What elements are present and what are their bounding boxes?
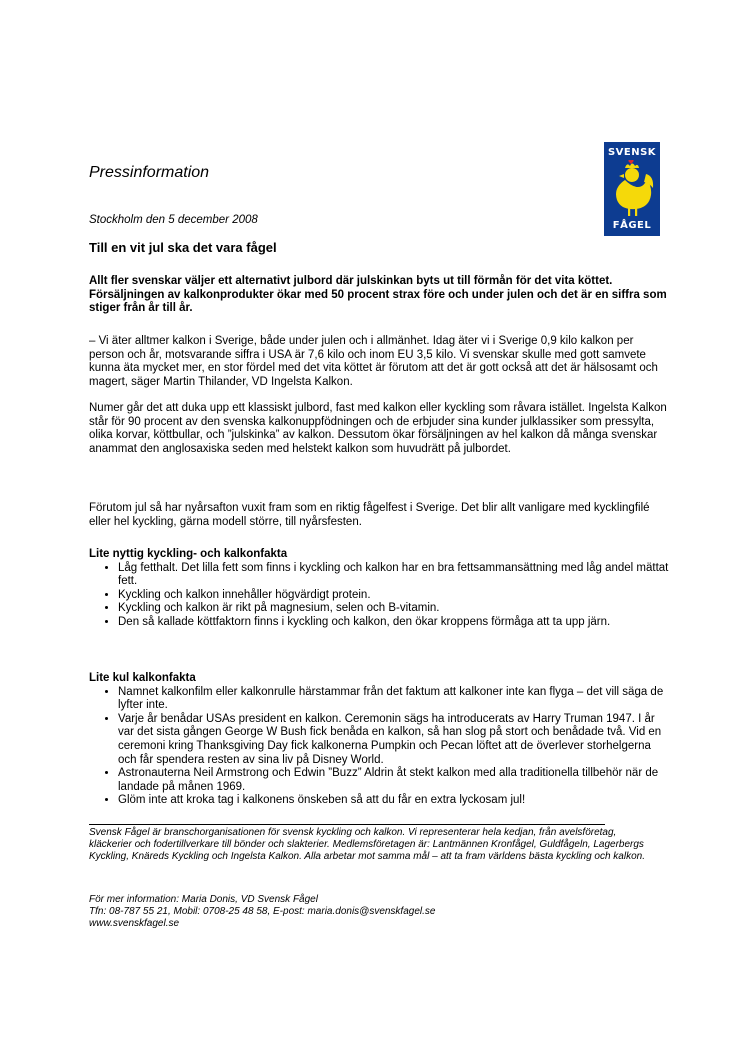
body-paragraph: Förutom jul så har nyårsafton vuxit fram som en riktig fågelfest i Sverige. Det blir allt vanligare med kycklingfilé eller hel kyckling, gärna modell större, till nyårsfesten. [89, 502, 650, 528]
page-title: Pressinformation [89, 164, 210, 181]
svensk-fagel-logo [604, 142, 660, 236]
facts-section-fun [89, 672, 669, 808]
list-item: • Namnet kalkonfilm eller kalkonrulle härstammar från det faktum att kalkoner inte kan flyga – det vill säga de lyfter inte. [118, 686, 669, 713]
list-item: • Kyckling och kalkon är rikt på magnesium, selen och B-vitamin. [118, 602, 669, 616]
section-heading: Lite kul kalkonfakta [89, 672, 196, 684]
footer-about: Svensk Fågel är branschorganisationen för svensk kyckling och kalkon. Vi representerar hela kedjan, från avelsföretag, kläckerier och fodertillverkare till bönder och slakterier. Medlemsföretagen är: Lantmännen Kronfågel, Guldfågeln, Lagerbergs Kyckling, Knäreds Kyckling och Ingelsta Kalkon. Alla arbetar mot samma mål – att ta fram världens bästa kyckling och kalkon. [89, 827, 645, 862]
list-item: • Den så kallade köttfaktorn finns i kyckling och kalkon, den ökar kroppens förmåga att ta upp järn. [118, 616, 669, 630]
list-item: • Låg fetthalt. Det lilla fett som finns i kyckling och kalkon har en bra fettsammansättning med låg andel mättat fett. [118, 562, 669, 589]
list-item: • Varje år benådar USAs president en kalkon. Ceremonin sägs ha introducerats av Harry Truman 1947. I år var det sista gången George W Bush fick benåda en kalkon, så han slog på stort och benådade två. Vid en ceremoni kring Thanksgiving Day fick kalkonerna Pumpkin och Pecan löftet att de överlever storhelgerna och får spendera resten av sina liv på Disney World. [118, 713, 669, 767]
body-paragraph: Numer går det att duka upp ett klassiskt julbord, fast med kalkon eller kyckling som råvara istället. Ingelsta Kalkon står för 90 procent av den svenska kalkonuppfödningen och de erbjuder sina kunder julklassiker som pressylta, olika korvar, köttbullar, och ”julskinka” av kalkon. Dessutom ökar försäljningen av hel kalkon då många svenskar anammat den anglosaxiska seden med helstekt kalkon som huvudrätt på julbordet. [89, 402, 667, 455]
chicken-logo-icon [608, 160, 656, 220]
facts-section-nutrition [89, 548, 669, 630]
intro-paragraph: Allt fler svenskar väljer ett alternativt julbord där julskinkan byts ut till förmån för det vita köttet. Försäljningen av kalkonprodukter ökar med 50 procent strax före och under julen och det är en siffra som stiger från år till år. [89, 275, 667, 315]
footer-contact [89, 894, 649, 929]
contact-phone-email: Tfn: 08-787 55 21, Mobil: 0708-25 48 58, E-post: maria.donis@svenskfagel.se [89, 905, 436, 917]
section-heading: Lite nyttig kyckling- och kalkonfakta [89, 548, 288, 560]
body-paragraph: – Vi äter alltmer kalkon i Sverige, både under julen och i allmänhet. Idag äter vi i Sverige 0,9 kilo kalkon per person och år, motsvarande siffra i USA är 7,6 kilo och inom EU 3,5 kilo. Vi svenskar skulle med gott samvete kunna äta mycket mer, en stor fördel med det vita köttet är förutom att det är gott också att det är hälsosamt och magert, säger Martin Thilander, VD Ingelsta Kalkon. [89, 335, 658, 388]
logo-text-top: SVENSK [607, 147, 657, 158]
website-link[interactable]: www.svenskfagel.se [89, 917, 180, 929]
contact-person: För mer information: Maria Donis, VD Svensk Fågel [89, 894, 318, 905]
dateline: Stockholm den 5 december 2008 [89, 214, 258, 226]
bullet-list [89, 562, 669, 630]
list-item: • Astronauterna Neil Armstrong och Edwin ”Buzz” Aldrin åt stekt kalkon med alla traditionella tillbehör när de landade på månen 1969. [118, 767, 669, 794]
bullet-list [89, 686, 669, 808]
list-item: • Glöm inte att kroka tag i kalkonens önskeben så att du får en extra lyckosam jul! [118, 794, 669, 808]
list-item: • Kyckling och kalkon innehåller högvärdigt protein. [118, 589, 669, 603]
footer-divider [89, 824, 605, 825]
headline: Till en vit jul ska det vara fågel [89, 240, 277, 255]
logo-text-bottom: FÅGEL [612, 220, 652, 231]
